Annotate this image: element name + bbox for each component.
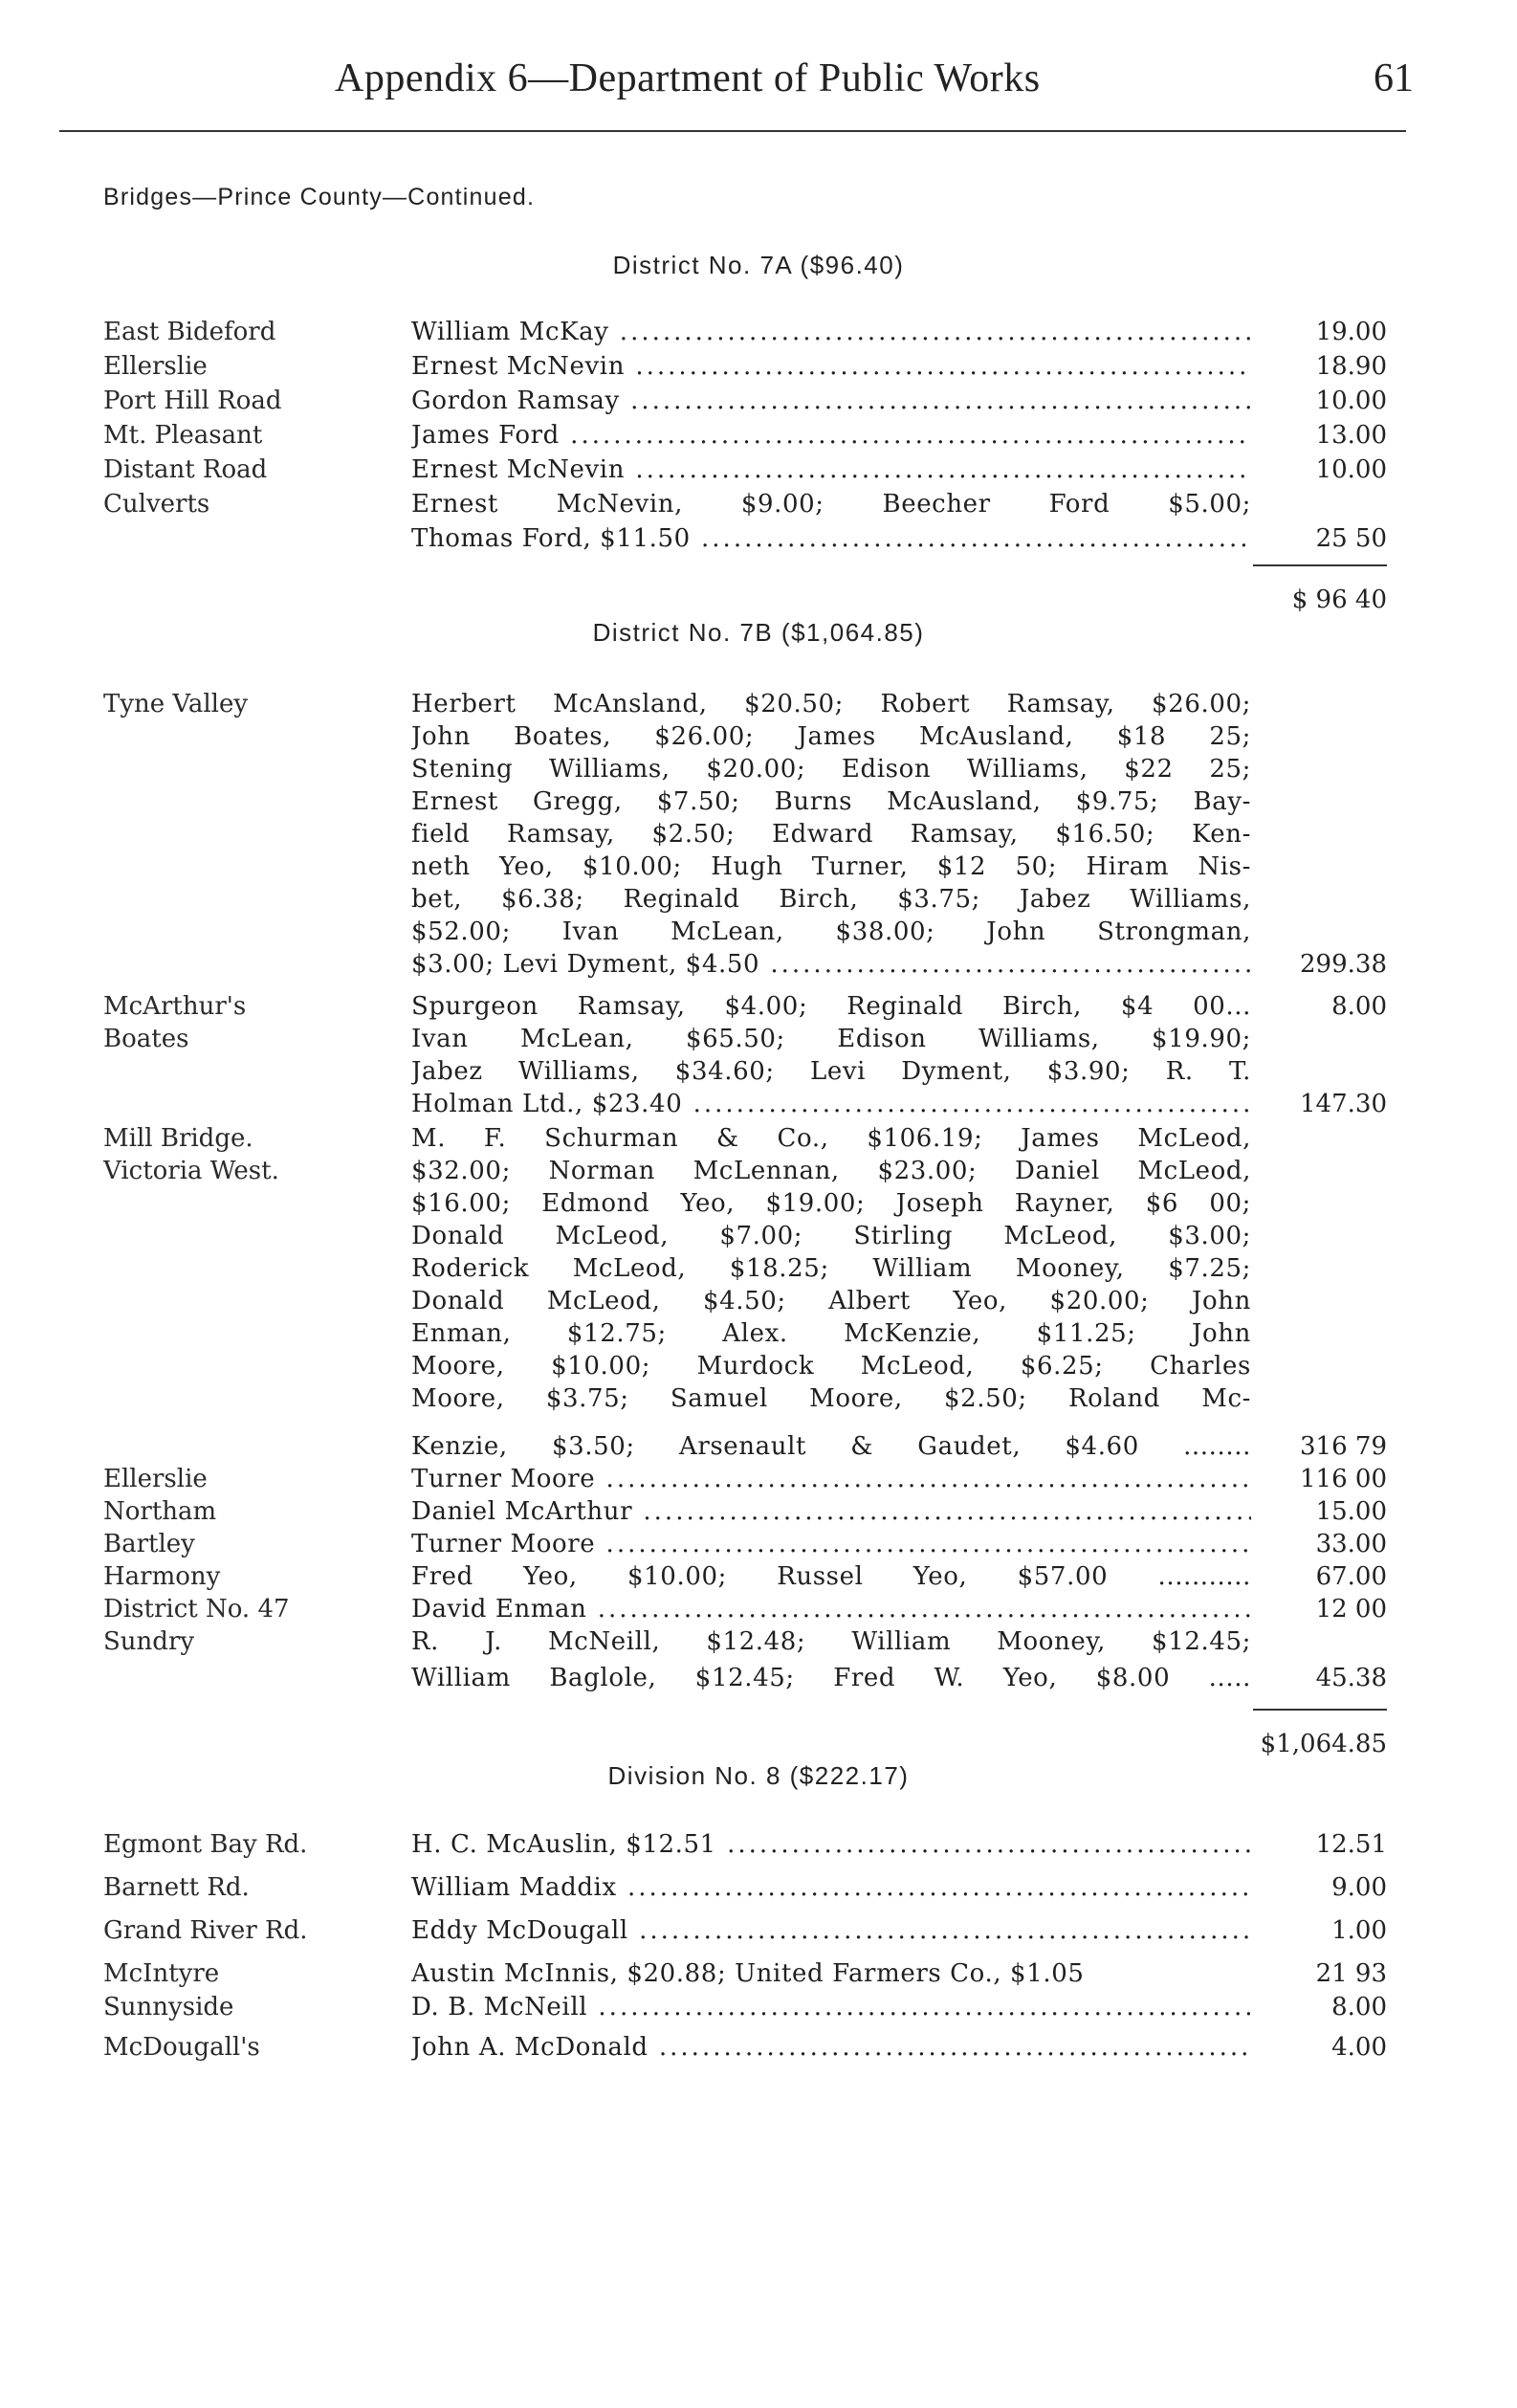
page-number: 61	[1374, 56, 1414, 100]
payee-entry: Thomas Ford, $11.50 .....	[411, 521, 1251, 556]
ledger-line	[0, 1661, 1517, 1695]
ledger-line	[0, 1624, 1517, 1659]
ledger-line	[0, 1827, 1517, 1862]
amount: 116 00	[1300, 1465, 1387, 1493]
district-7a-total: $ 96 40	[1291, 585, 1387, 614]
payee-entry: $16.00; Edmond Yeo, $19.00; Joseph Rayner, $6 00;	[411, 1189, 1251, 1218]
subtotal-rule	[1253, 1709, 1387, 1711]
place-name: Grand River Rd.	[103, 1916, 308, 1945]
amount: 4.00	[1331, 2033, 1387, 2062]
payee-entry: $32.00; Norman McLennan, $23.00; Daniel McLeod,	[411, 1157, 1251, 1185]
ledger-line	[0, 1913, 1517, 1948]
place-name: Port Hill Road	[103, 387, 282, 415]
amount: 8.00	[1331, 992, 1387, 1021]
payee-entry: Spurgeon Ramsay, $4.00; Reginald Birch, $4 00...	[411, 992, 1251, 1021]
place-name: Boates	[103, 1025, 189, 1053]
place-name: Harmony	[103, 1562, 221, 1591]
payee-entry: $3.00; Levi Dyment, $4.50 .....	[411, 947, 1251, 982]
amount: 21 93	[1315, 1959, 1387, 1988]
ledger-line	[0, 1284, 1517, 1318]
payee-entry: Stening Williams, $20.00; Edison Williams, $22 25;	[411, 755, 1251, 784]
ledger-line	[0, 850, 1517, 884]
ledger-line	[0, 784, 1517, 819]
ledger-line	[0, 1186, 1517, 1221]
payee-entry: Eddy McDougall .....	[411, 1913, 1251, 1948]
place-name: Mt. Pleasant	[103, 421, 263, 450]
ledger-line	[0, 817, 1517, 851]
ledger-line	[0, 719, 1517, 754]
payee-entry: field Ramsay, $2.50; Edward Ramsay, $16.50; Ken-	[411, 820, 1251, 849]
payee-entry: Turner Moore .....	[411, 1462, 1251, 1496]
ledger-line	[0, 1121, 1517, 1156]
amount: 33.00	[1315, 1530, 1387, 1558]
ledger-line	[0, 384, 1517, 418]
payee-entry: William McKay .....	[411, 315, 1251, 349]
payee-entry: Jabez Williams, $34.60; Levi Dyment, $3.90; R. T.	[411, 1057, 1251, 1086]
ledger-line	[0, 947, 1517, 982]
ledger-line	[0, 349, 1517, 384]
ledger-line	[0, 1087, 1517, 1121]
ledger-line	[0, 1022, 1517, 1056]
amount: 12 00	[1315, 1595, 1387, 1624]
ledger-line	[0, 453, 1517, 487]
ledger-line	[0, 418, 1517, 453]
payee-entry: James Ford .....	[411, 418, 1251, 453]
payee-entry: Kenzie, $3.50; Arsenault & Gaudet, $4.60 ........	[411, 1432, 1251, 1461]
payee-entry: David Enman .....	[411, 1592, 1251, 1626]
amount: 147.30	[1300, 1090, 1387, 1118]
amount: 18.90	[1315, 352, 1387, 381]
payee-entry: Daniel McArthur .....	[411, 1494, 1251, 1529]
place-name: Tyne Valley	[103, 690, 249, 718]
place-name: East Bideford	[103, 318, 276, 346]
district-7a-heading: District No. 7A ($96.40)	[612, 251, 905, 279]
place-name: Bartley	[103, 1530, 195, 1558]
ledger-line	[0, 687, 1517, 721]
page-header-title: Appendix 6—Department of Public Works	[335, 56, 1041, 100]
ledger-line	[0, 1592, 1517, 1626]
ledger-line	[0, 1429, 1517, 1464]
payee-entry: Ernest McNevin .....	[411, 349, 1251, 384]
place-name: Ellerslie	[103, 1465, 208, 1493]
payee-entry: Donald McLeod, $4.50; Albert Yeo, $20.00; John	[411, 1287, 1251, 1315]
amount: 9.00	[1331, 1873, 1387, 1902]
amount: 67.00	[1315, 1562, 1387, 1591]
payee-entry: Turner Moore .....	[411, 1527, 1251, 1561]
payee-entry: bet, $6.38; Reginald Birch, $3.75; Jabez Williams,	[411, 885, 1251, 914]
ledger-line	[0, 315, 1517, 349]
payee-entry: Austin McInnis, $20.88; United Farmers Co., $1.05	[411, 1959, 1085, 1988]
ledger-line	[0, 1154, 1517, 1188]
place-name: Sundry	[103, 1627, 195, 1656]
payee-entry: Moore, $3.75; Samuel Moore, $2.50; Roland Mc-	[411, 1384, 1251, 1413]
payee-entry: William Maddix .....	[411, 1870, 1251, 1905]
payee-entry: Ivan McLean, $65.50; Edison Williams, $19.90;	[411, 1025, 1251, 1053]
payee-entry: Donald McLeod, $7.00; Stirling McLeod, $3.00;	[411, 1222, 1251, 1250]
ledger-line	[0, 1251, 1517, 1286]
amount: 12.51	[1315, 1830, 1387, 1859]
ledger-line	[0, 1381, 1517, 1416]
place-name: Barnett Rd.	[103, 1873, 250, 1902]
place-name: Ellerslie	[103, 352, 208, 381]
payee-entry: M. F. Schurman & Co., $106.19; James McLeod,	[411, 1124, 1251, 1153]
amount: 299.38	[1300, 950, 1387, 979]
place-name: Northam	[103, 1497, 217, 1526]
payee-entry: Ernest McNevin .....	[411, 453, 1251, 487]
payee-entry: Herbert McAnsland, $20.50; Robert Ramsay, $26.00;	[411, 690, 1251, 718]
payee-entry: Fred Yeo, $10.00; Russel Yeo, $57.00 ...........	[411, 1562, 1251, 1591]
payee-entry: D. B. McNeill .....	[411, 1990, 1251, 2024]
payee-entry: Ernest Gregg, $7.50; Burns McAusland, $9.75; Bay-	[411, 787, 1251, 816]
ledger-line	[0, 752, 1517, 786]
amount: 13.00	[1315, 421, 1387, 450]
payee-entry: Enman, $12.75; Alex. McKenzie, $11.25; John	[411, 1319, 1251, 1348]
amount: 10.00	[1315, 387, 1387, 415]
amount: 45.38	[1315, 1664, 1387, 1692]
payee-entry: Holman Ltd., $23.40 .....	[411, 1087, 1251, 1121]
place-name: Distant Road	[103, 455, 268, 484]
place-name: Culverts	[103, 490, 210, 519]
ledger-line	[0, 989, 1517, 1024]
amount: 316 79	[1300, 1432, 1387, 1461]
section-title: Bridges—Prince County—Continued.	[103, 184, 536, 210]
payee-entry: Gordon Ramsay .....	[411, 384, 1251, 418]
payee-entry: William Baglole, $12.45; Fred W. Yeo, $8.00 .....	[411, 1664, 1251, 1692]
place-name: McIntyre	[103, 1959, 220, 1988]
ledger-line	[0, 521, 1517, 556]
subtotal-rule	[1253, 564, 1387, 566]
amount: 10.00	[1315, 455, 1387, 484]
amount: 25 50	[1315, 524, 1387, 553]
place-name: Mill Bridge.	[103, 1124, 253, 1153]
ledger-line	[0, 1956, 1517, 1991]
payee-entry: John A. McDonald .....	[411, 2030, 1251, 2065]
payee-entry: Moore, $10.00; Murdock McLeod, $6.25; Charles	[411, 1352, 1251, 1381]
ledger-line	[0, 1870, 1517, 1905]
amount: 8.00	[1331, 1993, 1387, 2021]
payee-entry: $52.00; Ivan McLean, $38.00; John Strongman,	[411, 917, 1251, 946]
ledger-line	[0, 1219, 1517, 1253]
ledger-line	[0, 1462, 1517, 1496]
payee-entry: R. J. McNeill, $12.48; William Mooney, $12.45;	[411, 1627, 1251, 1656]
ledger-line	[0, 1054, 1517, 1089]
amount: 19.00	[1315, 318, 1387, 346]
ledger-line	[0, 1990, 1517, 2024]
ledger-line	[0, 1559, 1517, 1594]
amount: 15.00	[1315, 1497, 1387, 1526]
district-7b-total: $1,064.85	[1260, 1730, 1387, 1758]
payee-entry: neth Yeo, $10.00; Hugh Turner, $12 50; Hiram Nis-	[411, 852, 1251, 881]
ledger-line	[0, 882, 1517, 917]
place-name: McArthur's	[103, 992, 247, 1021]
place-name: Victoria West.	[103, 1157, 279, 1185]
payee-entry: Ernest McNevin, $9.00; Beecher Ford $5.00;	[411, 490, 1251, 519]
ledger-line	[0, 1316, 1517, 1351]
place-name: McDougall's	[103, 2033, 260, 2062]
ledger-line	[0, 487, 1517, 521]
district-7b-heading: District No. 7B ($1,064.85)	[592, 618, 925, 647]
payee-entry: Roderick McLeod, $18.25; William Mooney, $7.25;	[411, 1254, 1251, 1283]
amount: 1.00	[1331, 1916, 1387, 1945]
place-name: District No. 47	[103, 1595, 290, 1624]
payee-entry: H. C. McAuslin, $12.51 .....	[411, 1827, 1251, 1862]
place-name: Egmont Bay Rd.	[103, 1830, 308, 1859]
place-name: Sunnyside	[103, 1993, 234, 2021]
ledger-line	[0, 1494, 1517, 1529]
header-rule	[59, 130, 1406, 132]
ledger-line	[0, 1349, 1517, 1383]
division-8-heading: Division No. 8 ($222.17)	[607, 1761, 910, 1790]
ledger-line	[0, 915, 1517, 949]
ledger-line	[0, 1527, 1517, 1561]
payee-entry: John Boates, $26.00; James McAusland, $18 25;	[411, 722, 1251, 751]
ledger-line	[0, 2030, 1517, 2065]
